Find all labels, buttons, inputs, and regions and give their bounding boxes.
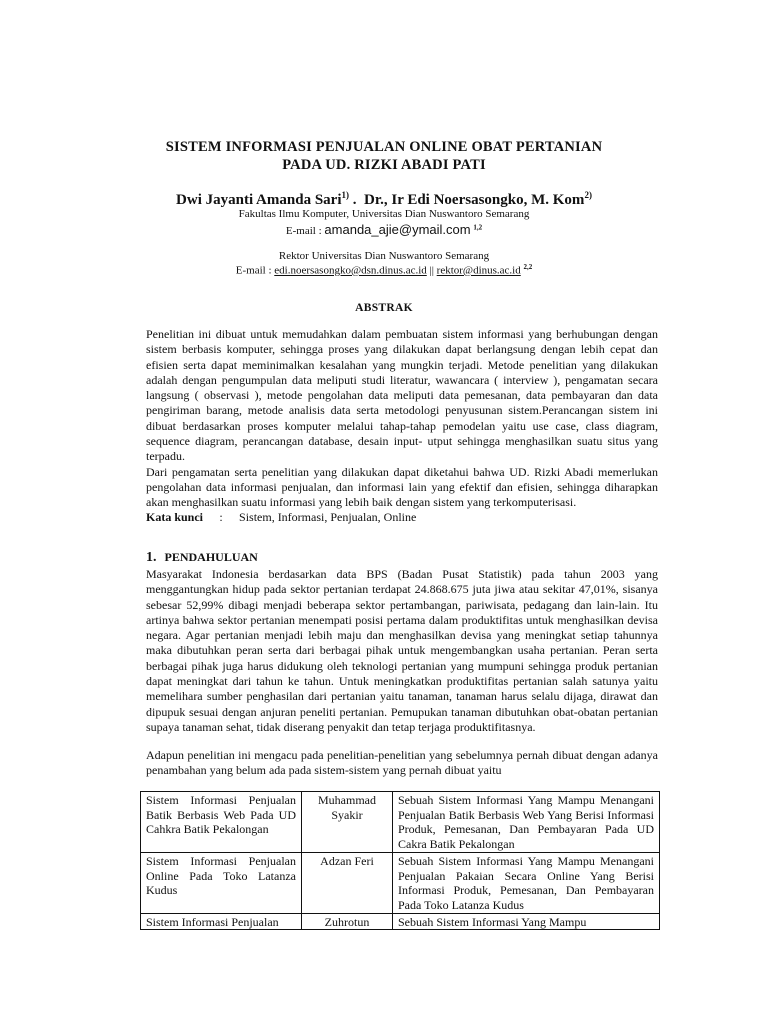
ref-desc-cell: Sebuah Sistem Informasi Yang Mampu: [393, 913, 660, 930]
keywords-label: Kata kunci: [146, 510, 204, 524]
email-2b-link[interactable]: rektor@dinus.ac.id: [436, 264, 521, 277]
email-line-2: [100, 263, 668, 277]
intro-body-2: [146, 748, 658, 779]
author-1-sup: 1): [341, 190, 349, 200]
ref-title-cell: Sistem Informasi Penjualan Online Pada Toko Latanza Kudus: [141, 852, 302, 913]
ref-author-cell: Adzan Feri: [302, 852, 393, 913]
email-2-separator: ||: [426, 264, 437, 277]
affiliation-2: Rektor Universitas Dian Nuswantoro Semarang: [278, 250, 490, 262]
title-line-1: SISTEM INFORMASI PENJUALAN ONLINE OBAT PERTANIAN: [165, 139, 603, 155]
keywords-separator: :: [219, 510, 223, 524]
abstract-paragraph-1: Penelitian ini dibuat untuk memudahkan dalam pembuatan sistem informasi yang berhubungan dengan sistem berbasis komputer, sehingga proses yang dilakukan dapat berlangsung dengan lebih cepat dan efisien serta dapat meminimalkan kesalahan yang mungkin terjadi. Metode penelitian yang dilakukan adalah dengan pengumpulan data meliputi studi literatur, wawancara ( interview ), pengamatan secara langsung ( observasi ), metode pengolahan data meliputi data pemesanan, data pembayaran dan data pengiriman barang, metode analisis data serta metodologi penyusunan sistem.Perancangan sistem ini dibuat berdasarkan proses komputer melalui tahap-tahap pemodelan yaitu use case, class diagram, sequence diagram, perancangan database, desain input- utput sehingga menghasilkan suatu situs yang terpadu.: [146, 327, 658, 464]
intro-paragraph-2: Adapun penelitian ini mengacu pada penelitian-penelitian yang sebelumnya pernah dibuat dengan adanya penambahan yang belum ada pada sistem-sistem yang pernah dibuat yaitu: [146, 748, 658, 778]
section-number: 1.: [146, 550, 157, 565]
ref-desc-cell: Sebuah Sistem Informasi Yang Mampu Menangani Penjualan Batik Berbasis Web Yang Berisi Informasi Produk, Pemesanan, Dan Pembayaran Pada UD Cakra Batik Pekalongan: [393, 792, 660, 853]
email-1-sup: 1,2: [473, 223, 483, 232]
section-title: PENDAHULUAN: [164, 550, 258, 564]
title-line-2: PADA UD. RIZKI ABADI PATI: [282, 157, 486, 173]
ref-title-cell: Sistem Informasi Penjualan Batik Berbasis Web Pada UD Cahkra Batik Pekalongan: [141, 792, 302, 853]
keywords-value: Sistem, Informasi, Penjualan, Online: [239, 510, 417, 524]
email-1-label: E-mail :: [285, 225, 325, 237]
affiliation-1: Fakultas Ilmu Komputer, Universitas Dian Nuswantoro Semarang: [238, 208, 530, 220]
ref-author-cell: Muhammad Syakir: [302, 792, 393, 853]
ref-author-cell: Zuhrotun: [302, 913, 393, 930]
email-2-label: E-mail :: [235, 264, 275, 277]
email-2-sup: 2,2: [523, 263, 533, 271]
abstract-paragraph-2: Dari pengamatan serta penelitian yang dilakukan dapat diketahui bahwa UD. Rizki Abadi memerlukan pengolahan data informasi penjualan, dan informasi lain yang efektif dan efisien, sehingga diharapkan akan menghasilkan suatu informasi yang lebih baik dengan sistem yang terkomputerisasi.: [146, 464, 658, 510]
email-2a-link[interactable]: edi.noersasongko@dsn.dinus.ac.id: [274, 264, 427, 277]
author-separator: .: [349, 192, 364, 208]
email-line-1: [100, 222, 668, 237]
ref-title-cell: Sistem Informasi Penjualan: [141, 913, 302, 930]
paper-title: [100, 138, 668, 174]
author-line: [100, 190, 668, 209]
section-heading-1: [146, 550, 258, 566]
keywords-line: [146, 510, 416, 525]
author-1: Dwi Jayanti Amanda Sari: [176, 192, 342, 208]
reference-table: [140, 791, 660, 930]
author-2: Dr., Ir Edi Noersasongko, M. Kom: [364, 192, 585, 208]
abstract-body: [146, 327, 658, 511]
table-row: [141, 913, 660, 930]
table-row: [141, 852, 660, 913]
intro-paragraph-1: Masyarakat Indonesia berdasarkan data BPS (Badan Pusat Statistik) pada tahun 2003 yang menggantungkan hidup pada sektor pertanian terdapat 24.868.675 juta jiwa atau sekitar 47,01%, sisanya sebesar 52,99% dibagi menjadi beberapa sektor pertambangan, pariwisata, pedagang dan lain-lain. Itu artinya bahwa sektor pertanian menempati posisi pertama dalam produktifitas untuk menghasilkan devisa negara. Agar pertanian menjadi lebih maju dan menghasilkan devisa yang meningkat setiap tahunnya maka dibutuhkan peran serta dari berbagai pihak untuk mengembangkan usaha pertanian. Peran serta berbagai pihak juga harus didukung oleh teknologi pertanian yang mumpuni sehingga produk pertanian dapat meningkat dari tahun ke tahun. Untuk meningkatkan produktifitas pertanian salah satunya yaitu memelihara sumber penghasilan dari pertanian yaitu tanaman, tanaman harus selalu dijaga, dirawat dan dipupuk sesuai dengan anjuran peneliti pertanian. Pemupukan tanaman dibutuhkan obat-obatan pertanian supaya tanaman sehat, tidak diserang penyakit dan tetap terjaga produktifitasnya.: [146, 567, 658, 734]
email-1: amanda_ajie@ymail.com: [324, 222, 471, 237]
intro-body: [146, 567, 658, 735]
author-2-sup: 2): [584, 190, 592, 200]
abstract-heading: ABSTRAK: [355, 302, 413, 314]
table-row: [141, 792, 660, 853]
ref-desc-cell: Sebuah Sistem Informasi Yang Mampu Menangani Penjualan Pakaian Secara Online Yang Berisi Informasi Produk, Pemesanan, Dan Pembayaran Pada Toko Latanza Kudus: [393, 852, 660, 913]
